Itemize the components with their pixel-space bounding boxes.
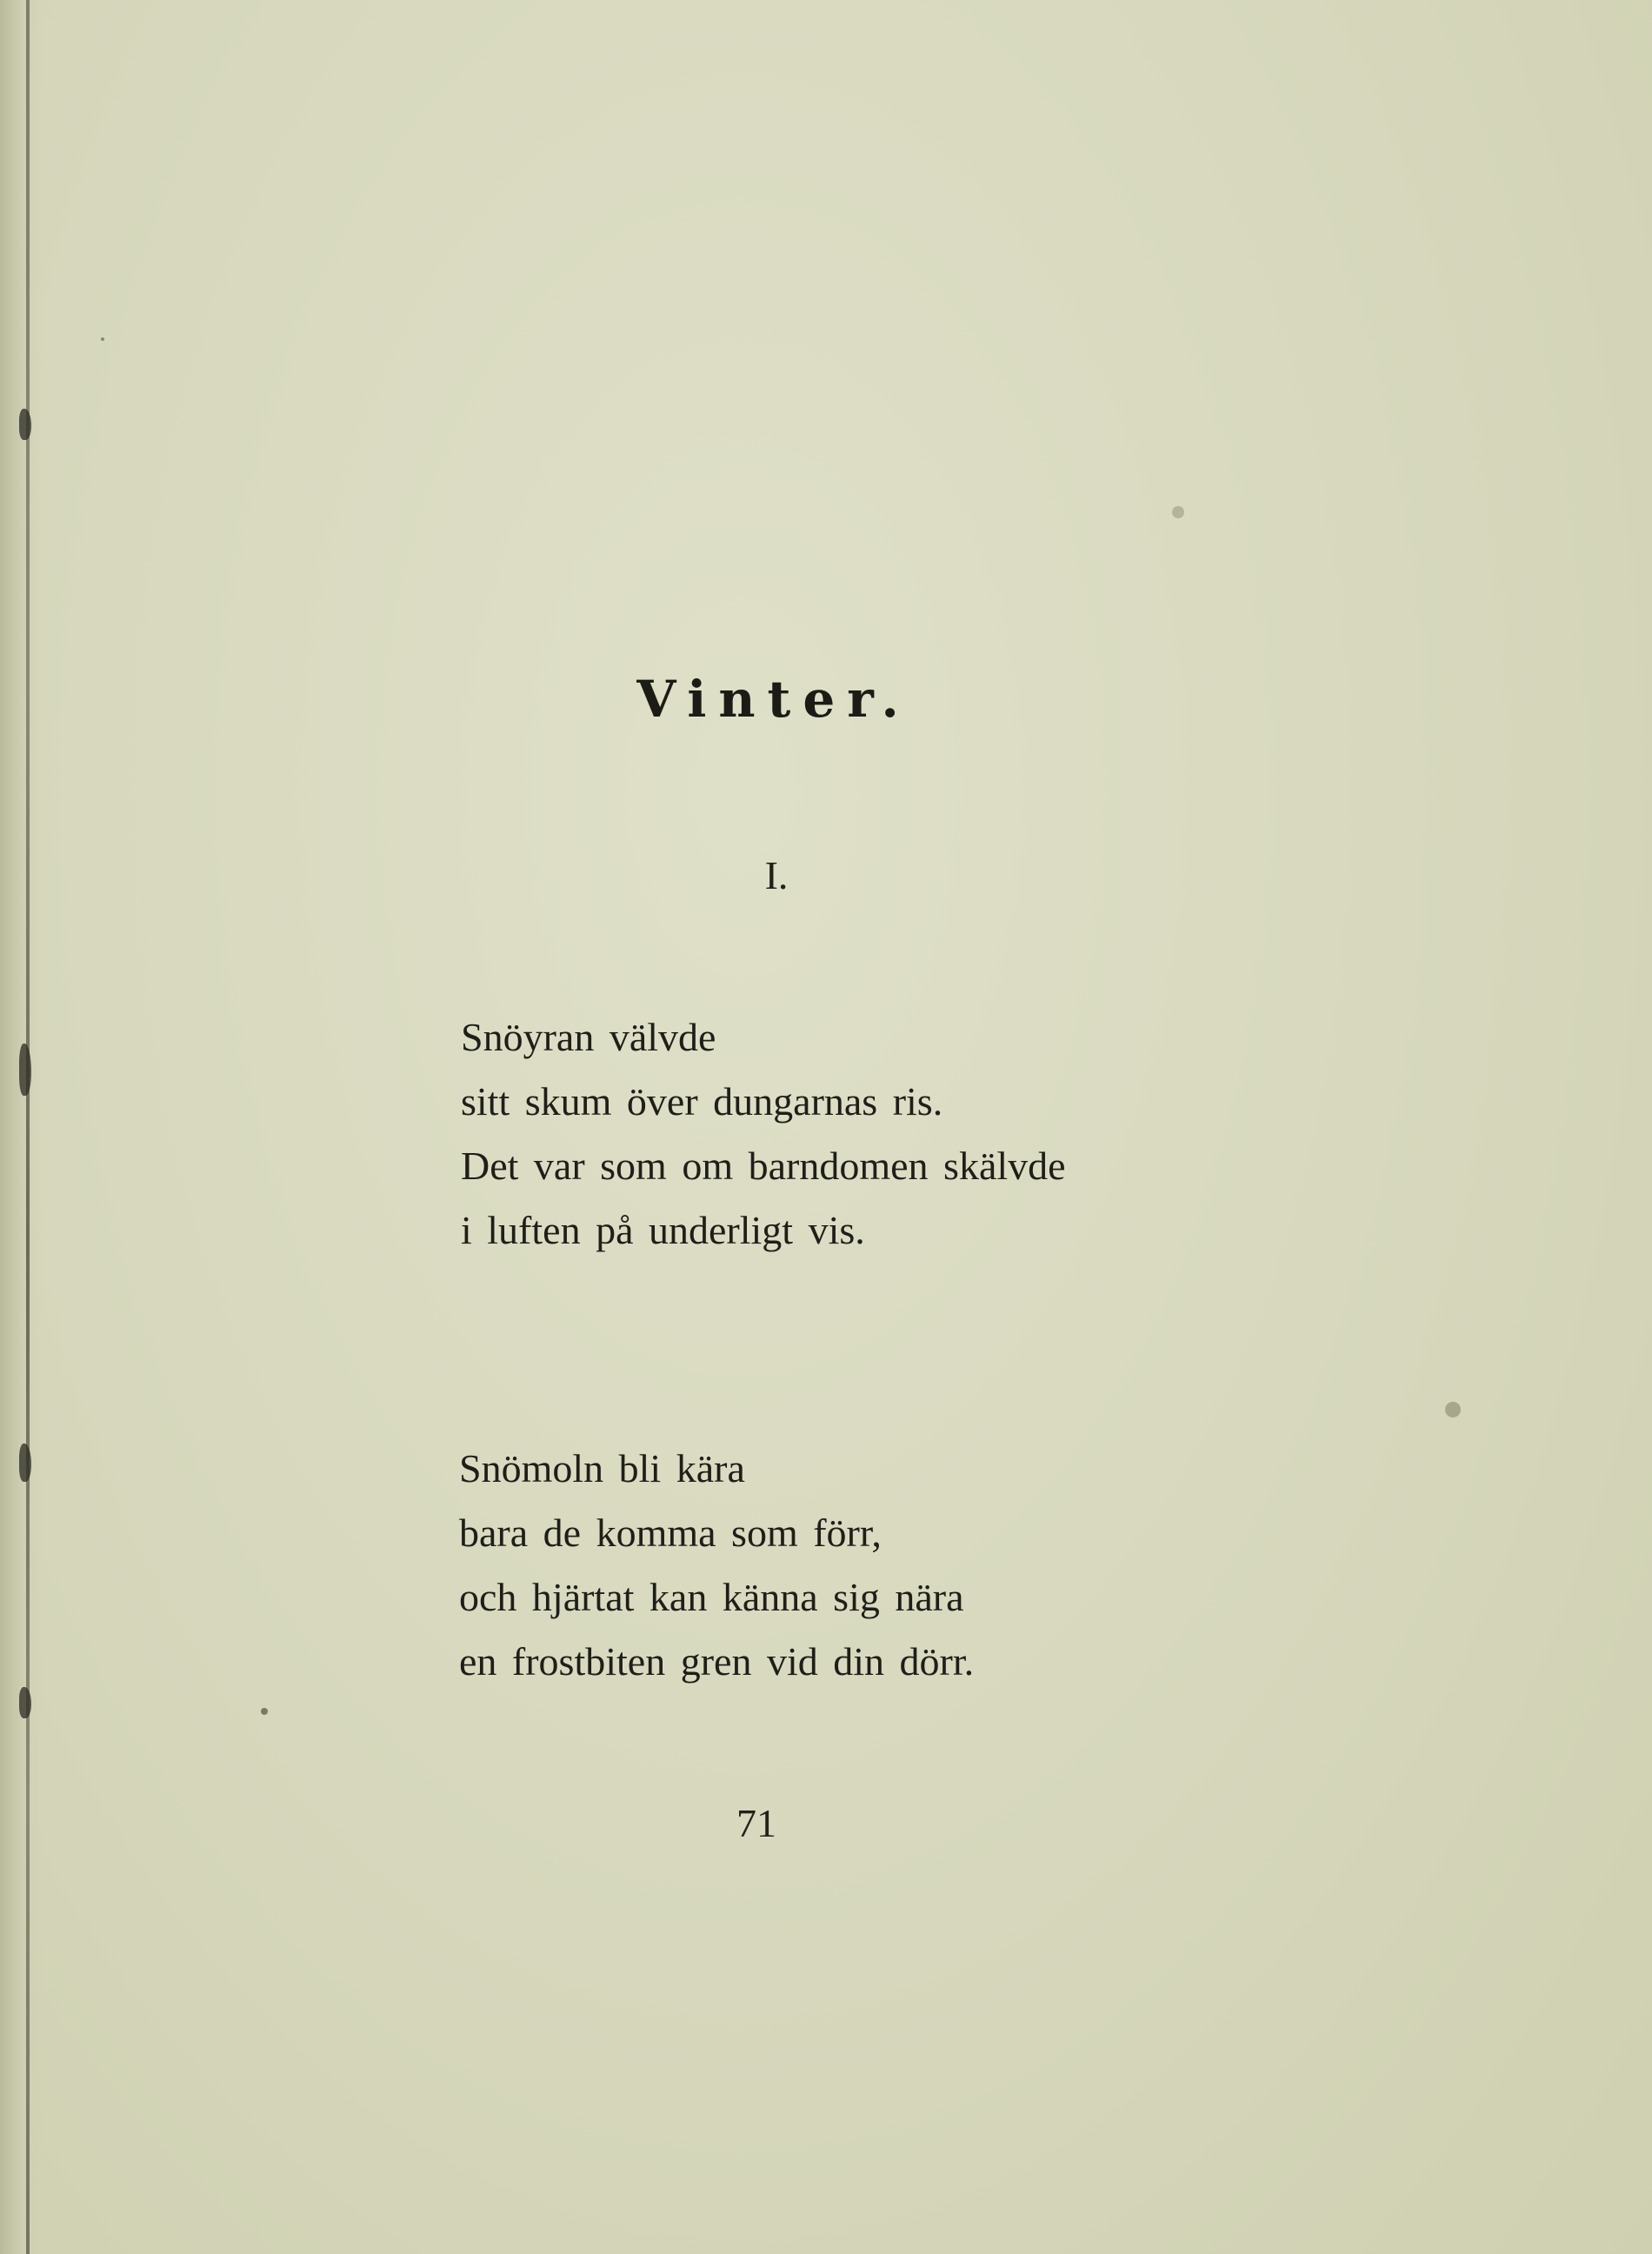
page-number: 71 [736,1801,776,1845]
paper-speck [101,337,104,341]
binding-edge [0,0,42,2254]
verse-line: bara de komma som förr, [459,1510,882,1555]
page-edge-line [26,0,30,2254]
verse-line: en frostbiten gren vid din dörr. [459,1639,975,1684]
stanza-1 [461,1005,1066,1263]
paper-speck [1172,506,1184,518]
stanza-2 [459,1437,974,1694]
verse-line: Det var som om barndomen skälvde [461,1144,1066,1188]
verse-line: och hjärtat kan känna sig nära [459,1575,964,1619]
paper-speck [1445,1402,1461,1417]
edge-tear-mark [19,409,31,440]
paper-speck [261,1708,268,1715]
poem-title: Vinter. [636,670,911,729]
verse-line: i luften på underligt vis. [461,1208,865,1252]
verse-line: Snömoln bli kära [459,1446,745,1490]
verse-line: sitt skum över dungarnas ris. [461,1079,943,1124]
edge-tear-mark [19,1687,31,1718]
verse-line: Snöyran välvde [461,1015,716,1059]
section-number: I. [764,853,789,897]
edge-tear-mark [19,1444,31,1482]
